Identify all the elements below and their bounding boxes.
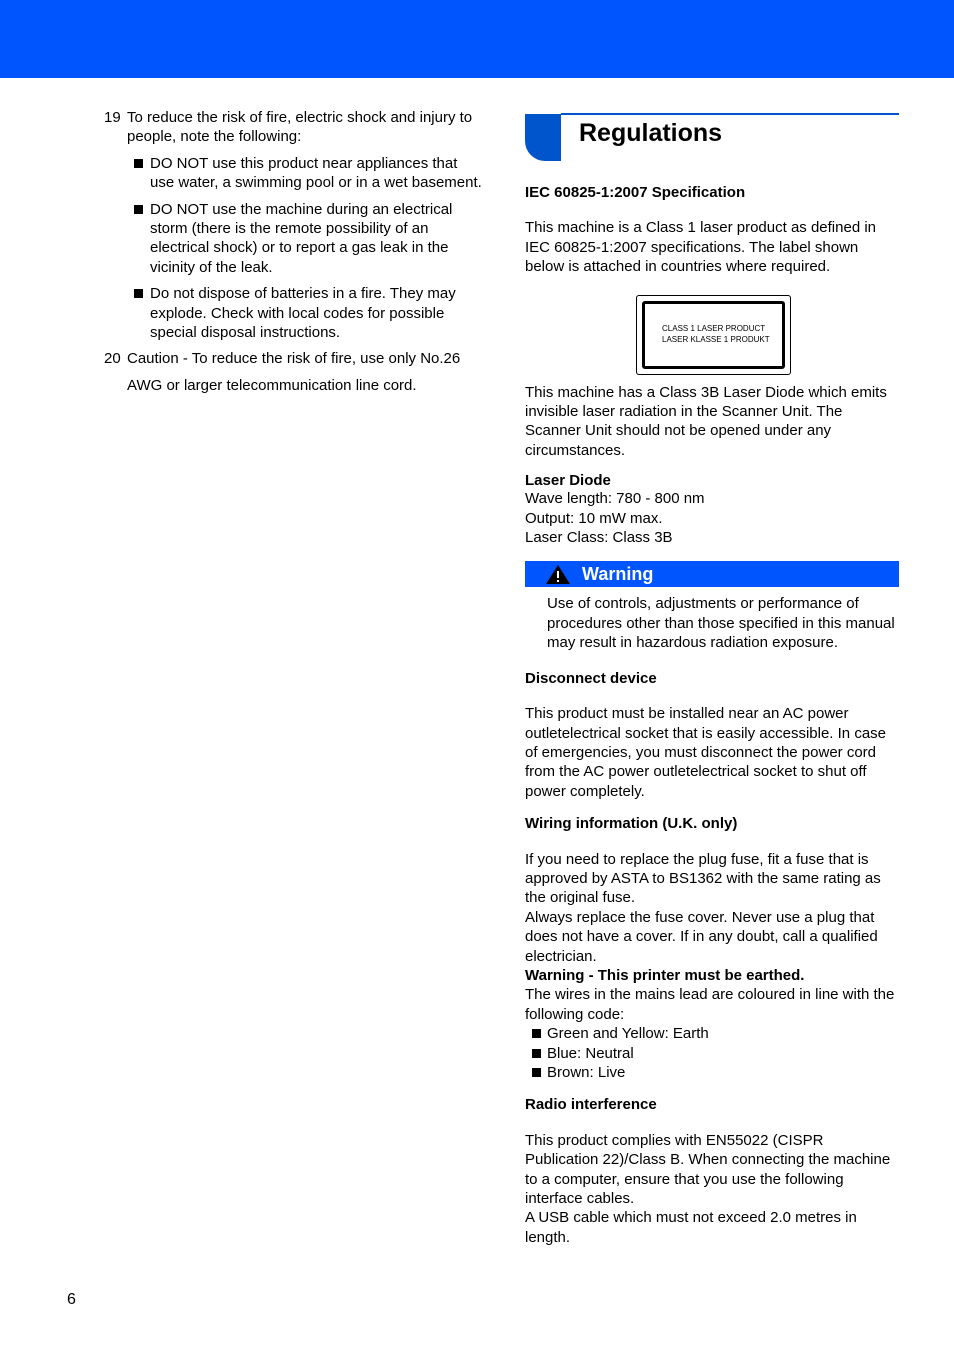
laser-class: Laser Class: Class 3B bbox=[525, 529, 673, 547]
header-bar bbox=[0, 0, 954, 78]
laser-label bbox=[636, 295, 791, 375]
radio-heading: Radio interference bbox=[525, 1096, 657, 1114]
wiring-heading: Wiring information (U.K. only) bbox=[525, 815, 738, 833]
radio-text2: A USB cable which must not exceed 2.0 metres in length. bbox=[525, 1209, 857, 1246]
bullet-item: Do not dispose of batteries in a fire. They may explode. Check with local codes for possible special disposal instructions. bbox=[127, 284, 482, 342]
item-number: 20 bbox=[104, 350, 121, 368]
warning-bar bbox=[525, 561, 899, 587]
iec-text2: This machine has a Class 3B Laser Diode which emits invisible laser radiation in the Scanner Unit. The Scanner Unit should not be opened under any circumstances. bbox=[525, 383, 887, 459]
laser-label-line1: CLASS 1 LASER PRODUCT bbox=[662, 323, 766, 333]
bullet-item: DO NOT use this product near appliances that use water, a swimming pool or in a wet basement. bbox=[127, 154, 482, 193]
laser-label-line2: LASER KLASSE 1 PRODUKT bbox=[662, 334, 770, 344]
laser-output: Output: 10 mW max. bbox=[525, 509, 663, 527]
radio-text1: This product complies with EN55022 (CISPR Publication 22)/Class B. When connecting the machine to a computer, ensure that you use the following interface cables. bbox=[525, 1131, 891, 1208]
warning-icon bbox=[545, 564, 571, 585]
list-item: Green and Yellow: Earth bbox=[525, 1024, 899, 1043]
wiring-warning: Warning - This printer must be earthed. bbox=[525, 966, 805, 984]
iec-text: This machine is a Class 1 laser product as defined in IEC 60825-1:2007 specifications. The label shown below is attached in countries where required. bbox=[525, 219, 877, 276]
wiring-text2: Always replace the fuse cover. Never use a plug that does not have a cover. If in any doubt, call a qualified electrician. bbox=[525, 908, 878, 965]
heading-rule bbox=[561, 113, 899, 115]
list-item-20 bbox=[104, 349, 482, 395]
warning-text: Use of controls, adjustments or performance of procedures other than those specified in this manual may result in hazardous radiation exposure. bbox=[547, 595, 895, 652]
disconnect-text: This product must be installed near an AC power outletelectrical socket that is easily accessible. In case of emergencies, you must disconnect the power cord from the AC power outletelectrical socket to shut off power completely. bbox=[525, 705, 887, 800]
right-column bbox=[525, 108, 899, 1247]
list-item: Blue: Neutral bbox=[525, 1044, 899, 1063]
page-title: Regulations bbox=[579, 119, 723, 147]
heading-tab bbox=[525, 114, 561, 161]
disconnect-heading: Disconnect device bbox=[525, 669, 657, 687]
laser-diode-heading: Laser Diode bbox=[525, 472, 611, 490]
bullet-list bbox=[127, 154, 482, 343]
wiring-text3: The wires in the mains lead are coloured in line with the following code: bbox=[525, 986, 895, 1023]
iec-heading: IEC 60825-1:2007 Specification bbox=[525, 184, 746, 201]
wire-colour-list bbox=[525, 1024, 899, 1082]
wiring-text1: If you need to replace the plug fuse, fit a fuse that is approved by ASTA to BS1362 with the same rating as the original fuse. bbox=[525, 850, 881, 907]
bullet-item: DO NOT use the machine during an electrical storm (there is the remote possibility of an electrical shock) or to report a gas leak in the vicinity of the leak. bbox=[127, 200, 482, 278]
item-text-line1: Caution - To reduce the risk of fire, use only No.26 bbox=[127, 350, 461, 368]
laser-wavelength: Wave length: 780 - 800 nm bbox=[525, 490, 705, 508]
laser-label-inner bbox=[642, 301, 785, 369]
item-text-line2: AWG or larger telecommunication line cord. bbox=[127, 376, 417, 394]
item-text: To reduce the risk of fire, electric shock and injury to people, note the following: bbox=[127, 109, 473, 146]
section-heading bbox=[525, 108, 899, 164]
item-number: 19 bbox=[104, 109, 121, 126]
list-item: Brown: Live bbox=[525, 1063, 899, 1082]
left-column bbox=[104, 108, 482, 395]
warning-label: Warning bbox=[582, 564, 654, 585]
page-number: 6 bbox=[67, 1291, 76, 1308]
list-item-19 bbox=[104, 108, 482, 342]
